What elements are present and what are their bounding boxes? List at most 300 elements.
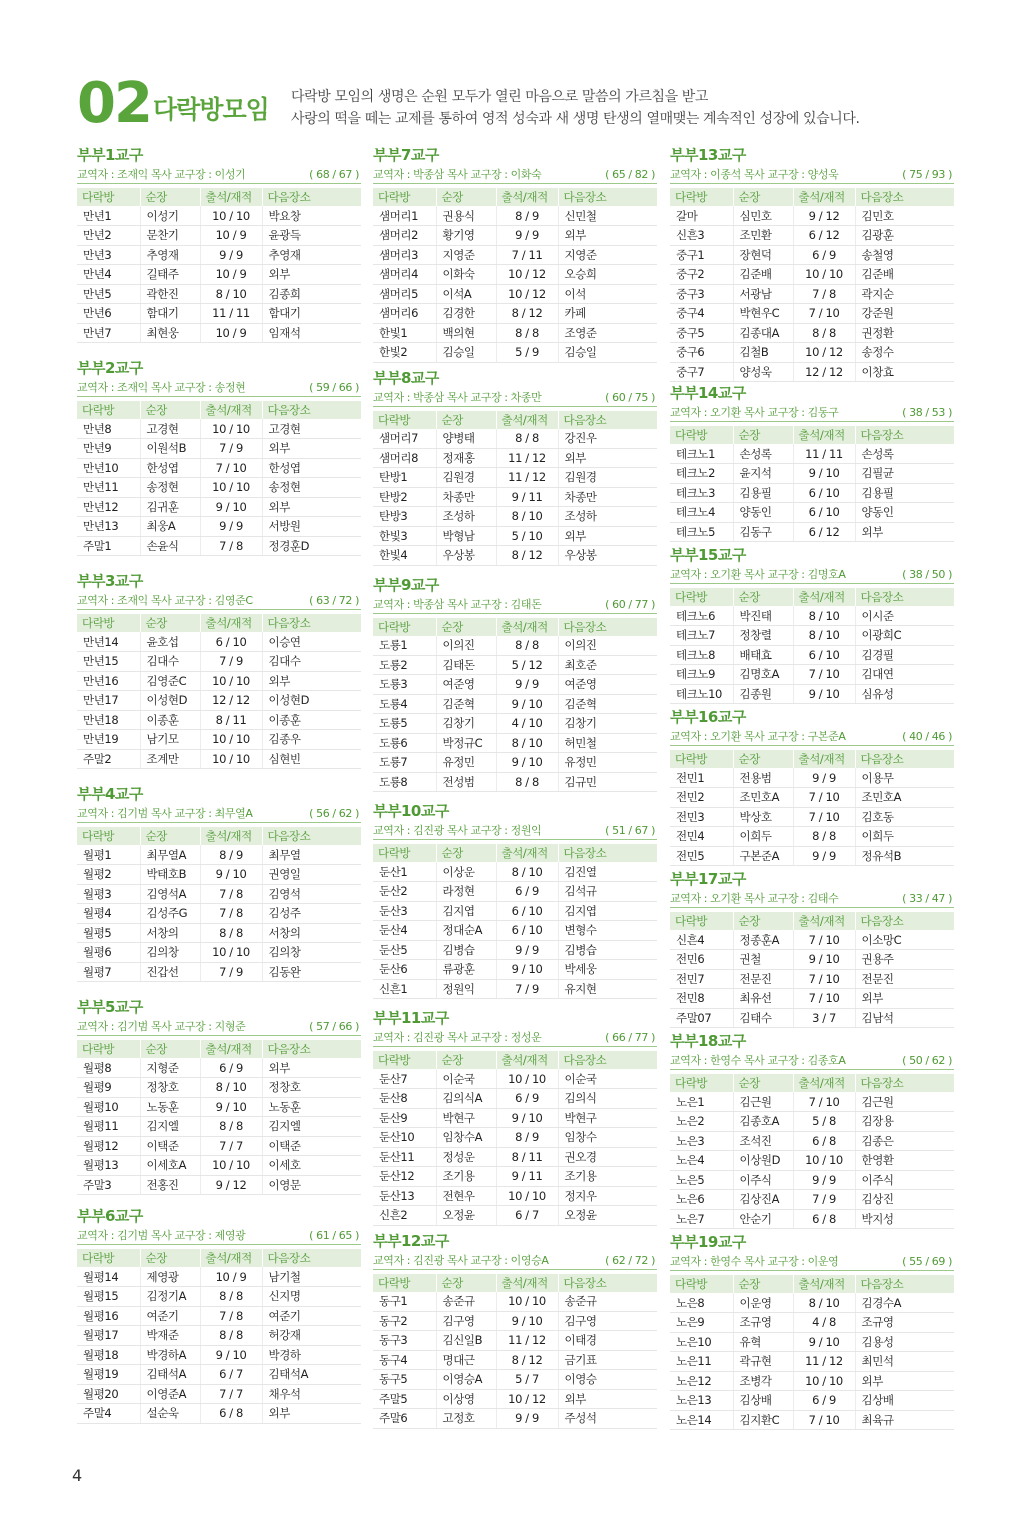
cell-darakbang: 만년3 — [77, 245, 140, 265]
cell-darakbang: 도룡3 — [373, 675, 436, 695]
cell-leader: 김원경 — [436, 468, 496, 488]
group-title: 부부10교구 — [373, 802, 449, 820]
group-attendance-total: ( 68 / 67 ) — [309, 168, 359, 181]
cell-next-place: 김경필 — [855, 645, 954, 665]
group-meta — [670, 1253, 954, 1271]
cell-leader: 이의진 — [436, 636, 496, 656]
cell-darakbang: 도룡7 — [373, 753, 436, 773]
table-row — [670, 1112, 954, 1132]
cell-leader: 이상운 — [436, 862, 496, 882]
group-leaders: 교역자 : 김기범 목사 교구장 : 최무열A — [77, 807, 253, 820]
table-row — [670, 522, 954, 542]
cell-leader: 이화숙 — [436, 265, 496, 285]
cell-darakbang: 중구5 — [670, 323, 733, 343]
cell-darakbang: 둔산13 — [373, 1186, 436, 1206]
header-attendance: 출석/재적 — [496, 1051, 558, 1069]
cell-leader: 김준배 — [733, 265, 793, 285]
cell-leader: 문찬기 — [140, 226, 200, 246]
table-row — [373, 1370, 657, 1390]
cell-attendance: 9 / 9 — [200, 517, 262, 537]
table-row — [670, 645, 954, 665]
cell-leader: 이종훈 — [140, 710, 200, 730]
cell-attendance: 6 / 8 — [793, 1131, 855, 1151]
cell-next-place: 김병습 — [558, 940, 657, 960]
cell-leader: 박진태 — [733, 606, 793, 626]
cell-attendance: 8 / 8 — [200, 1326, 262, 1346]
cell-next-place: 김승일 — [558, 343, 657, 363]
cell-leader: 김의창 — [140, 943, 200, 963]
cell-next-place: 전문진 — [855, 969, 954, 989]
cell-next-place: 조영준 — [558, 323, 657, 343]
cell-next-place: 양동인 — [855, 503, 954, 523]
cell-attendance: 6 / 10 — [496, 901, 558, 921]
table-row — [670, 343, 954, 363]
group-leaders: 교역자 : 김기범 목사 교구장 : 제영광 — [77, 1229, 246, 1242]
header-attendance: 출석/재적 — [793, 1074, 855, 1092]
table-header-row — [77, 827, 361, 845]
header-darakbang: 다락방 — [77, 401, 140, 419]
cell-attendance: 10 / 10 — [496, 1292, 558, 1312]
cell-attendance: 8 / 10 — [793, 626, 855, 646]
cell-attendance: 12 / 12 — [793, 362, 855, 382]
cell-attendance: 10 / 10 — [200, 419, 262, 439]
header-leader: 순장 — [733, 750, 793, 768]
table-row — [77, 1326, 361, 1346]
table-row — [77, 691, 361, 711]
cell-next-place: 김동완 — [262, 962, 361, 982]
cell-leader: 지형준 — [140, 1058, 200, 1078]
section-description — [291, 86, 860, 130]
group-table — [373, 618, 657, 793]
group-leaders: 교역자 : 조재익 목사 교구장 : 이성기 — [77, 168, 246, 181]
cell-next-place: 김용필 — [855, 483, 954, 503]
cell-next-place: 박세웅 — [558, 960, 657, 980]
table-row — [77, 323, 361, 343]
cell-darakbang: 신흔3 — [670, 226, 733, 246]
cell-attendance: 5 / 9 — [496, 343, 558, 363]
header-attendance: 출석/재적 — [200, 1040, 262, 1058]
cell-attendance: 9 / 9 — [793, 768, 855, 788]
cell-next-place: 송정현 — [262, 478, 361, 498]
header-darakbang: 다락방 — [77, 827, 140, 845]
header-leader: 순장 — [140, 188, 200, 206]
group-attendance-total: ( 59 / 66 ) — [309, 381, 359, 394]
cell-leader: 이상원D — [733, 1151, 793, 1171]
cell-leader: 최유선 — [733, 989, 793, 1009]
cell-attendance: 8 / 8 — [793, 827, 855, 847]
cell-next-place: 이희두 — [855, 827, 954, 847]
group-block — [77, 357, 361, 556]
table-row — [373, 921, 657, 941]
cell-darakbang: 전민1 — [670, 768, 733, 788]
group-leaders: 교역자 : 오기환 목사 교구장 : 김동구 — [670, 406, 839, 419]
cell-attendance: 10 / 9 — [200, 1267, 262, 1287]
table-row — [670, 1092, 954, 1112]
table-row — [373, 323, 657, 343]
cell-next-place: 외부 — [558, 448, 657, 468]
header-next-place: 다음장소 — [262, 1249, 361, 1267]
cell-darakbang: 주말5 — [373, 1389, 436, 1409]
cell-darakbang: 한빛2 — [373, 343, 436, 363]
cell-attendance: 10 / 9 — [200, 265, 262, 285]
cell-leader: 김준혁 — [436, 694, 496, 714]
table-header-row — [77, 401, 361, 419]
cell-next-place: 우상봉 — [558, 546, 657, 566]
cell-next-place: 김대수 — [262, 652, 361, 672]
cell-next-place: 김규민 — [558, 772, 657, 792]
table-row — [77, 1156, 361, 1176]
cell-next-place: 외부 — [262, 1404, 361, 1424]
header-leader: 순장 — [140, 401, 200, 419]
table-row — [77, 1287, 361, 1307]
group-leaders: 교역자 : 조재익 목사 교구장 : 김영준C — [77, 594, 253, 607]
cell-leader: 김종대A — [733, 323, 793, 343]
table-row — [373, 1206, 657, 1226]
header-attendance: 출석/재적 — [496, 188, 558, 206]
cell-leader: 김명호A — [733, 665, 793, 685]
cell-next-place: 금기표 — [558, 1350, 657, 1370]
cell-next-place: 주성석 — [558, 1409, 657, 1429]
cell-darakbang: 샘머리6 — [373, 304, 436, 324]
cell-attendance: 7 / 8 — [200, 904, 262, 924]
cell-attendance: 7 / 10 — [200, 458, 262, 478]
cell-leader: 고경현 — [140, 419, 200, 439]
cell-leader: 이택준 — [140, 1136, 200, 1156]
cell-attendance: 8 / 12 — [496, 1350, 558, 1370]
header-darakbang: 다락방 — [670, 912, 733, 930]
cell-leader: 곽규현 — [733, 1352, 793, 1372]
cell-darakbang: 전민2 — [670, 788, 733, 808]
cell-attendance: 12 / 12 — [200, 691, 262, 711]
cell-leader: 김의식A — [436, 1089, 496, 1109]
cell-attendance: 6 / 10 — [793, 483, 855, 503]
cell-darakbang: 노은12 — [670, 1371, 733, 1391]
header-attendance: 출석/재적 — [200, 827, 262, 845]
cell-attendance: 7 / 10 — [793, 1092, 855, 1112]
cell-leader: 김창기 — [436, 714, 496, 734]
table-row — [670, 1131, 954, 1151]
group-meta — [77, 592, 361, 610]
cell-attendance: 10 / 10 — [496, 1186, 558, 1206]
cell-leader: 김상배 — [733, 1391, 793, 1411]
cell-next-place: 김성주 — [262, 904, 361, 924]
header-leader: 순장 — [140, 1249, 200, 1267]
header-leader: 순장 — [733, 1074, 793, 1092]
cell-attendance: 9 / 9 — [496, 226, 558, 246]
group-table — [373, 1274, 657, 1429]
cell-darakbang: 신흔4 — [670, 930, 733, 950]
cell-leader: 박형남 — [436, 526, 496, 546]
table-row — [373, 1069, 657, 1089]
cell-darakbang: 주말4 — [77, 1404, 140, 1424]
cell-next-place: 곽지순 — [855, 284, 954, 304]
cell-attendance: 8 / 8 — [200, 923, 262, 943]
table-row — [670, 464, 954, 484]
cell-next-place: 지영준 — [558, 245, 657, 265]
cell-leader: 이영준A — [140, 1384, 200, 1404]
cell-leader: 제영광 — [140, 1267, 200, 1287]
cell-attendance: 8 / 10 — [793, 1293, 855, 1313]
cell-attendance: 8 / 10 — [496, 862, 558, 882]
cell-leader: 양동인 — [733, 503, 793, 523]
group-meta — [77, 166, 361, 184]
cell-attendance: 10 / 10 — [200, 749, 262, 769]
cell-darakbang: 월평18 — [77, 1345, 140, 1365]
table-row — [373, 526, 657, 546]
cell-leader: 김승일 — [436, 343, 496, 363]
table-row — [670, 362, 954, 382]
group-block — [77, 1205, 361, 1424]
cell-attendance: 7 / 10 — [793, 665, 855, 685]
cell-leader: 안순기 — [733, 1209, 793, 1229]
cell-darakbang: 노은1 — [670, 1092, 733, 1112]
header-next-place: 다음장소 — [262, 401, 361, 419]
cell-darakbang: 탄방3 — [373, 507, 436, 527]
table-row — [670, 846, 954, 866]
cell-darakbang: 샘머리4 — [373, 265, 436, 285]
table-row — [670, 1209, 954, 1229]
header-attendance: 출석/재적 — [200, 1249, 262, 1267]
cell-darakbang: 전민7 — [670, 969, 733, 989]
cell-leader: 조성하 — [436, 507, 496, 527]
cell-next-place: 변형수 — [558, 921, 657, 941]
cell-leader: 전현우 — [436, 1186, 496, 1206]
header-leader: 순장 — [733, 588, 793, 606]
cell-darakbang: 월평5 — [77, 923, 140, 943]
cell-darakbang: 샘머리3 — [373, 245, 436, 265]
cell-attendance: 11 / 11 — [200, 304, 262, 324]
cell-next-place: 손성록 — [855, 444, 954, 464]
group-attendance-total: ( 62 / 72 ) — [605, 1253, 655, 1267]
cell-next-place: 김장용 — [855, 1112, 954, 1132]
cell-next-place: 이광희C — [855, 626, 954, 646]
cell-leader: 김신일B — [436, 1331, 496, 1351]
cell-attendance: 9 / 10 — [200, 865, 262, 885]
cell-attendance: 7 / 10 — [793, 969, 855, 989]
cell-attendance: 7 / 10 — [793, 788, 855, 808]
group-table — [670, 588, 954, 704]
cell-next-place: 이승연 — [262, 632, 361, 652]
cell-attendance: 10 / 10 — [200, 478, 262, 498]
cell-next-place: 김준배 — [855, 265, 954, 285]
header-darakbang: 다락방 — [670, 1275, 733, 1293]
table-row — [373, 940, 657, 960]
table-row — [373, 979, 657, 999]
cell-attendance: 8 / 9 — [496, 1128, 558, 1148]
table-row — [373, 694, 657, 714]
group-block — [373, 144, 657, 363]
cell-darakbang: 테크노8 — [670, 645, 733, 665]
cell-leader: 유혁 — [733, 1332, 793, 1352]
header-next-place: 다음장소 — [262, 614, 361, 632]
cell-leader: 조병각 — [733, 1371, 793, 1391]
header-leader: 순장 — [140, 1040, 200, 1058]
header-attendance: 출석/재적 — [793, 188, 855, 206]
column-2 — [373, 144, 657, 1429]
cell-leader: 배태효 — [733, 645, 793, 665]
cell-leader: 길태주 — [140, 265, 200, 285]
group-title: 부부16교구 — [670, 708, 746, 726]
cell-leader: 설순욱 — [140, 1404, 200, 1424]
cell-darakbang: 월평3 — [77, 884, 140, 904]
description-line-2: 사랑의 떡을 떼는 교제를 통하여 영적 성숙과 새 생명 탄생의 열매맺는 계속적인 성장에 있습니다. — [291, 111, 860, 127]
table-row — [77, 226, 361, 246]
table-row — [373, 507, 657, 527]
cell-darakbang: 노은13 — [670, 1391, 733, 1411]
header-leader: 순장 — [140, 614, 200, 632]
cell-attendance: 7 / 10 — [793, 1410, 855, 1430]
cell-next-place: 임창수 — [558, 1128, 657, 1148]
cell-next-place: 이순국 — [558, 1069, 657, 1089]
table-row — [77, 458, 361, 478]
cell-next-place: 최무열 — [262, 845, 361, 865]
cell-next-place: 송정수 — [855, 343, 954, 363]
cell-leader: 황기영 — [436, 226, 496, 246]
cell-leader: 최무열A — [140, 845, 200, 865]
table-row — [373, 546, 657, 566]
cell-next-place: 최육규 — [855, 1410, 954, 1430]
cell-next-place: 최민석 — [855, 1352, 954, 1372]
cell-next-place: 한영환 — [855, 1151, 954, 1171]
cell-darakbang: 테크노10 — [670, 684, 733, 704]
cell-next-place: 한성엽 — [262, 458, 361, 478]
table-row — [373, 1089, 657, 1109]
cell-next-place: 심유성 — [855, 684, 954, 704]
table-row — [373, 901, 657, 921]
cell-darakbang: 동구5 — [373, 1370, 436, 1390]
table-row — [670, 1008, 954, 1028]
group-block — [373, 367, 657, 566]
cell-leader: 조규영 — [733, 1313, 793, 1333]
header-darakbang: 다락방 — [373, 1274, 436, 1292]
cell-leader: 진갑선 — [140, 962, 200, 982]
table-row — [77, 749, 361, 769]
group-block — [373, 1007, 657, 1226]
cell-attendance: 7 / 7 — [200, 1136, 262, 1156]
group-block — [77, 144, 361, 343]
table-row — [670, 1313, 954, 1333]
group-table — [373, 188, 657, 363]
cell-attendance: 9 / 12 — [200, 1175, 262, 1195]
header-leader: 순장 — [733, 1275, 793, 1293]
cell-next-place: 김광훈 — [855, 226, 954, 246]
cell-darakbang: 만년11 — [77, 478, 140, 498]
cell-darakbang: 만년15 — [77, 652, 140, 672]
cell-attendance: 8 / 10 — [496, 507, 558, 527]
header-next-place: 다음장소 — [558, 411, 657, 429]
cell-darakbang: 한빛4 — [373, 546, 436, 566]
cell-leader: 남기모 — [140, 730, 200, 750]
cell-attendance: 10 / 12 — [496, 284, 558, 304]
group-block — [670, 868, 954, 1028]
cell-attendance: 9 / 11 — [496, 1167, 558, 1187]
cell-next-place: 김근원 — [855, 1092, 954, 1112]
cell-darakbang: 노은4 — [670, 1151, 733, 1171]
table-header-row — [670, 1275, 954, 1293]
cell-leader: 이세호A — [140, 1156, 200, 1176]
header-darakbang: 다락방 — [373, 618, 436, 636]
cell-attendance: 7 / 9 — [200, 962, 262, 982]
table-header-row — [670, 750, 954, 768]
group-attendance-total: ( 56 / 62 ) — [309, 807, 359, 820]
table-row — [373, 226, 657, 246]
table-row — [77, 1267, 361, 1287]
cell-attendance: 6 / 7 — [200, 1365, 262, 1385]
header-next-place: 다음장소 — [855, 188, 954, 206]
cell-darakbang: 월평8 — [77, 1058, 140, 1078]
table-row — [670, 684, 954, 704]
group-table — [77, 614, 361, 769]
cell-darakbang: 도룡1 — [373, 636, 436, 656]
group-table — [373, 844, 657, 999]
group-block — [77, 570, 361, 769]
cell-darakbang: 만년18 — [77, 710, 140, 730]
group-block — [670, 1030, 954, 1229]
header-attendance: 출석/재적 — [793, 426, 855, 444]
table-row — [670, 1371, 954, 1391]
cell-next-place: 외부 — [262, 1058, 361, 1078]
cell-darakbang: 전민4 — [670, 827, 733, 847]
cell-next-place: 허강재 — [262, 1326, 361, 1346]
cell-darakbang: 월평16 — [77, 1306, 140, 1326]
table-row — [373, 468, 657, 488]
cell-next-place: 추영재 — [262, 245, 361, 265]
header-attendance: 출석/재적 — [793, 588, 855, 606]
group-meta — [373, 389, 657, 407]
cell-attendance: 6 / 12 — [793, 226, 855, 246]
cell-attendance: 8 / 10 — [200, 1078, 262, 1098]
cell-leader: 정대순A — [436, 921, 496, 941]
cell-next-place: 박경하 — [262, 1345, 361, 1365]
cell-leader: 구본준A — [733, 846, 793, 866]
cell-darakbang: 주말2 — [77, 749, 140, 769]
cell-next-place: 외부 — [262, 265, 361, 285]
group-meta — [373, 1252, 657, 1270]
cell-leader: 장현덕 — [733, 245, 793, 265]
header-darakbang: 다락방 — [373, 844, 436, 862]
cell-next-place: 김민호 — [855, 206, 954, 226]
header-attendance: 출석/재적 — [200, 401, 262, 419]
cell-darakbang: 노은6 — [670, 1190, 733, 1210]
cell-next-place: 이영문 — [262, 1175, 361, 1195]
cell-darakbang: 만년8 — [77, 419, 140, 439]
cell-next-place: 이성현D — [262, 691, 361, 711]
cell-next-place: 김원경 — [558, 468, 657, 488]
cell-leader: 이운영 — [733, 1293, 793, 1313]
description-line-1: 다락방 모임의 생명은 순원 모두가 열린 마음으로 말씀의 가르침을 받고 — [291, 89, 709, 105]
group-title: 부부11교구 — [373, 1009, 449, 1027]
cell-leader: 김태수 — [733, 1008, 793, 1028]
cell-attendance: 11 / 12 — [496, 468, 558, 488]
cell-darakbang: 만년2 — [77, 226, 140, 246]
cell-leader: 김종호A — [733, 1112, 793, 1132]
header-next-place: 다음장소 — [855, 1074, 954, 1092]
group-meta — [670, 566, 954, 584]
cell-leader: 명대근 — [436, 1350, 496, 1370]
table-row — [670, 483, 954, 503]
cell-attendance: 8 / 10 — [793, 606, 855, 626]
cell-next-place: 외부 — [262, 439, 361, 459]
group-table — [670, 750, 954, 866]
group-table — [670, 912, 954, 1028]
table-row — [670, 444, 954, 464]
group-meta — [670, 166, 954, 184]
cell-leader: 유정민 — [436, 753, 496, 773]
cell-leader: 이원석B — [140, 439, 200, 459]
column-1 — [77, 144, 361, 1424]
cell-darakbang: 만년16 — [77, 671, 140, 691]
group-leaders: 교역자 : 김진광 목사 교구장 : 이영승A — [373, 1253, 549, 1267]
